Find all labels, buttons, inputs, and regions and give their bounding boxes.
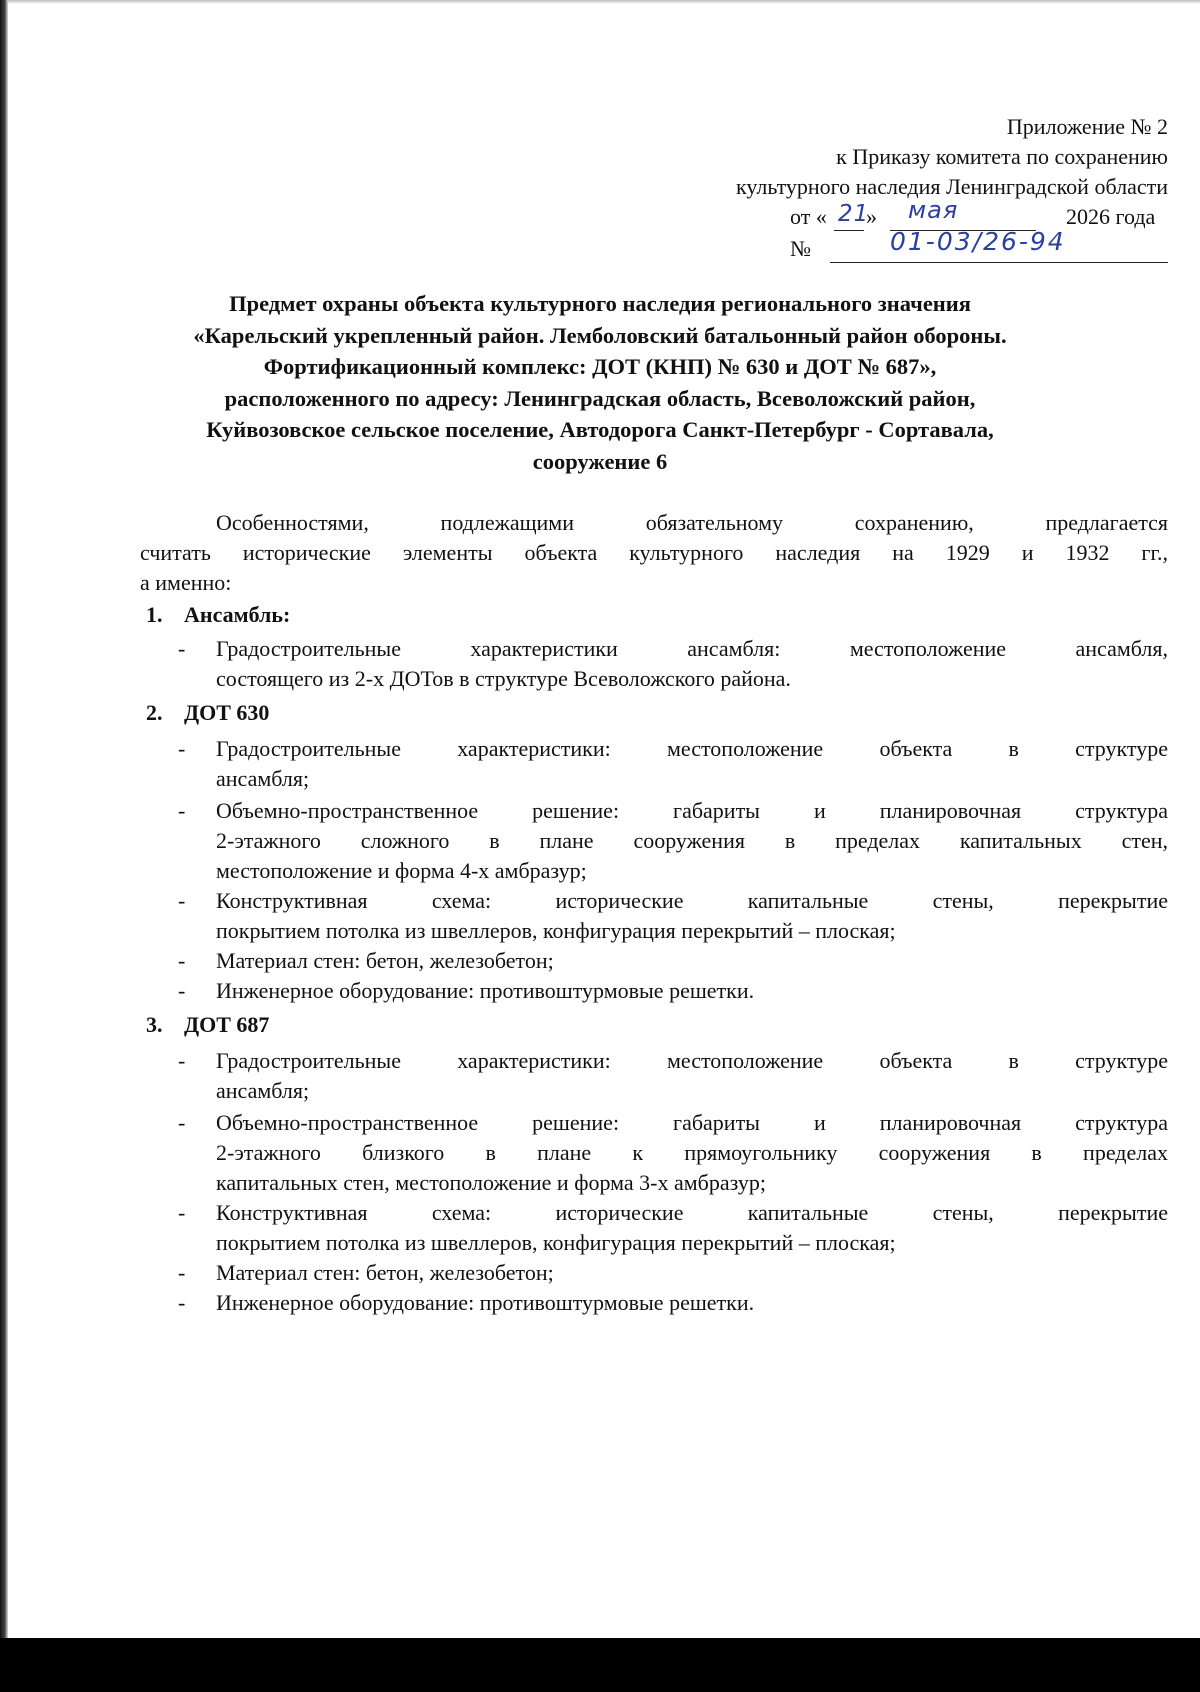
list-item xyxy=(178,1258,1168,1288)
item-line: 2-этажного сложного в плане сооружения в пределах капитальных стен, xyxy=(216,828,1168,853)
section-number: 2. xyxy=(146,700,163,725)
section-heading-dot-687 xyxy=(146,1010,269,1040)
bullet-dash: - xyxy=(178,736,186,761)
list-item xyxy=(178,946,1168,976)
list-item xyxy=(178,1046,1168,1106)
item-line: Градостроительные характеристики: местоположение объекта в структуре xyxy=(216,1048,1168,1073)
item-line: ансамбля; xyxy=(216,766,310,791)
section-number: 1. xyxy=(146,602,163,627)
item-line: капитальных стен, местоположение и форма 3-х амбразур; xyxy=(216,1170,766,1195)
number-underline xyxy=(830,262,1168,263)
item-line: покрытием потолка из швеллеров, конфигурация перекрытий – плоская; xyxy=(216,918,896,943)
handwritten-day: 21 xyxy=(838,201,870,227)
number-sign: № xyxy=(790,236,811,261)
day-underline xyxy=(834,230,864,231)
bullet-dash: - xyxy=(178,888,186,913)
bullet-dash: - xyxy=(178,1110,186,1135)
bullet-dash: - xyxy=(178,978,186,1003)
bullet-dash: - xyxy=(178,798,186,823)
list-item xyxy=(178,1288,1168,1318)
item-line: Материал стен: бетон, железобетон; xyxy=(216,948,554,973)
item-line: местоположение и форма 4-х амбразур; xyxy=(216,858,587,883)
bullet-dash: - xyxy=(178,1200,186,1225)
title-line: расположенного по адресу: Ленинградская область, Всеволожский район, xyxy=(224,385,976,411)
intro-line: считать исторические элементы объекта культурного наследия на 1929 и 1932 гг., xyxy=(140,540,1168,565)
item-line: Инженерное оборудование: противоштурмовые решетки. xyxy=(216,978,755,1003)
section-title: ДОТ 630 xyxy=(184,700,270,725)
item-line: Материал стен: бетон, железобетон; xyxy=(216,1260,554,1285)
handwritten-order-number: 01-03/26-94 xyxy=(890,227,1066,256)
item-line: Инженерное оборудование: противоштурмовые решетки. xyxy=(216,1290,755,1315)
section-heading-ensemble xyxy=(146,600,290,630)
section-number: 3. xyxy=(146,1012,163,1037)
section-title: Ансамбль: xyxy=(184,602,291,627)
date-year: 2026 года xyxy=(1066,204,1156,229)
bullet-dash: - xyxy=(178,948,186,973)
item-line: Градостроительные характеристики: местоположение объекта в структуре xyxy=(216,736,1168,761)
committee-name-line: культурного наследия Ленинградской области xyxy=(736,174,1168,199)
item-line: Объемно-пространственное решение: габариты и планировочная структура xyxy=(216,1110,1168,1135)
scan-bottom-edge xyxy=(0,1638,1200,1692)
list-item xyxy=(178,976,1168,1006)
item-line: состоящего из 2-х ДОТов в структуре Всеволожского района. xyxy=(216,666,791,691)
intro-line: Особенностями, подлежащими обязательному сохранению, предлагается xyxy=(216,510,1168,535)
section-title: ДОТ 687 xyxy=(184,1012,270,1037)
item-line: ансамбля; xyxy=(216,1078,310,1103)
bullet-dash: - xyxy=(178,1290,186,1315)
date-prefix: от « xyxy=(790,204,827,229)
intro-paragraph xyxy=(140,508,1168,598)
item-line: покрытием потолка из швеллеров, конфигурация перекрытий – плоская; xyxy=(216,1230,896,1255)
bullet-dash: - xyxy=(178,636,186,661)
title-line: Фортификационный комплекс: ДОТ (КНП) № 630 и ДОТ № 687», xyxy=(263,354,937,379)
title-line: «Карельский укрепленный район. Лемболовский батальонный район обороны. xyxy=(193,322,1007,348)
order-reference-line: к Приказу комитета по сохранению xyxy=(836,144,1168,169)
title-line: сооружение 6 xyxy=(532,448,668,474)
date-quote-close: » xyxy=(866,204,877,229)
bullet-dash: - xyxy=(178,1260,186,1285)
list-item xyxy=(178,886,1168,946)
list-item xyxy=(178,1198,1168,1258)
intro-line: а именно: xyxy=(140,570,232,595)
list-item xyxy=(178,734,1168,794)
handwritten-month: мая xyxy=(908,196,959,224)
appendix-label: Приложение № 2 xyxy=(1006,114,1168,139)
item-line: Конструктивная схема: исторические капитальные стены, перекрытие xyxy=(216,1200,1168,1225)
list-item xyxy=(178,796,1168,886)
section-heading-dot-630 xyxy=(146,698,269,728)
item-line: Конструктивная схема: исторические капитальные стены, перекрытие xyxy=(216,888,1168,913)
bullet-dash: - xyxy=(178,1048,186,1073)
document-title xyxy=(120,288,1080,477)
list-item xyxy=(178,1108,1168,1198)
item-line: 2-этажного близкого в плане к прямоугольнику сооружения в пределах xyxy=(216,1140,1168,1165)
item-line: Градостроительные характеристики ансамбля: местоположение ансамбля, xyxy=(216,636,1168,661)
title-line: Куйвозовское сельское поселение, Автодорога Санкт-Петербург - Сортавала, xyxy=(206,417,994,442)
title-line: Предмет охраны объекта культурного наследия регионального значения xyxy=(229,291,971,316)
order-number-row xyxy=(790,227,1168,268)
list-item xyxy=(178,634,1168,694)
item-line: Объемно-пространственное решение: габариты и планировочная структура xyxy=(216,798,1168,823)
